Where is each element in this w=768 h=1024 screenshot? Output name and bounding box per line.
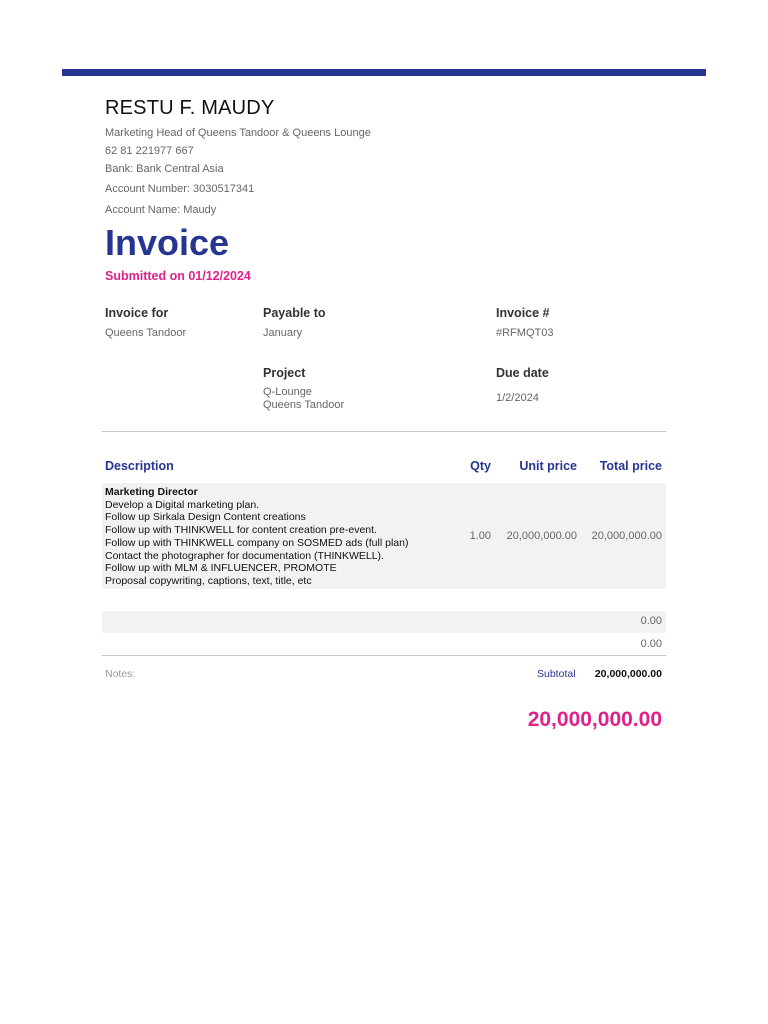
invoice-number-value: #RFMQT03 (496, 327, 554, 339)
sender-name: RESTU F. MAUDY (105, 97, 275, 119)
submitted-date: Submitted on 01/12/2024 (105, 269, 251, 283)
project-line-1: Q-Lounge (263, 386, 312, 398)
invoice-for-label: Invoice for (105, 306, 169, 320)
invoice-title: Invoice (105, 222, 230, 263)
item-line: Follow up with MLM & INFLUENCER, PROMOTE (105, 562, 337, 575)
item-unit-price: 20,000,000.00 (506, 530, 577, 542)
extra-row-value: 0.00 (640, 615, 662, 627)
header-accent-bar (62, 69, 706, 76)
col-header-total-price: Total price (599, 459, 662, 473)
extra-row-value: 0.00 (640, 638, 662, 650)
item-line: Proposal copywriting, captions, text, title, etc (105, 574, 312, 587)
col-header-description: Description (105, 459, 174, 473)
col-header-qty: Qty (470, 459, 491, 473)
subtotal-value: 20,000,000.00 (594, 668, 662, 680)
project-label: Project (263, 366, 306, 380)
sender-bank: Bank: Bank Central Asia (105, 163, 224, 175)
item-line: Develop a Digital marketing plan. (105, 498, 260, 511)
sender-account-name: Account Name: Maudy (105, 204, 217, 216)
item-line: Follow up Sirkala Design Content creations (105, 511, 306, 524)
totals-divider (102, 655, 666, 656)
item-line: Follow up with THINKWELL company on SOSMED ads (full plan) (105, 536, 409, 549)
item-line: Contact the photographer for documentation (THINKWELL). (105, 549, 384, 562)
payable-to-label: Payable to (263, 306, 326, 320)
table-row (102, 611, 666, 633)
due-date-value: 1/2/2024 (496, 392, 539, 404)
sender-phone: 62 81 221977 667 (105, 145, 194, 157)
grand-total: 20,000,000.00 (527, 708, 662, 731)
invoice-for-value: Queens Tandoor (105, 327, 187, 339)
project-line-2: Queens Tandoor (263, 399, 345, 411)
subtotal-label: Subtotal (537, 668, 576, 680)
payable-to-value: January (263, 327, 303, 339)
notes-label: Notes: (105, 668, 136, 680)
item-total-price: 20,000,000.00 (591, 530, 662, 542)
sender-role: Marketing Head of Queens Tandoor & Queens Lounge (105, 127, 371, 139)
sender-account-number: Account Number: 3030517341 (105, 183, 255, 195)
item-description (105, 486, 445, 588)
invoice-number-label: Invoice # (496, 306, 550, 320)
item-line: Follow up with THINKWELL for content creation pre-event. (105, 524, 377, 537)
due-date-label: Due date (496, 366, 549, 380)
section-divider (102, 431, 666, 432)
item-title: Marketing Director (105, 486, 198, 498)
col-header-unit-price: Unit price (519, 459, 577, 473)
item-qty: 1.00 (469, 530, 491, 542)
